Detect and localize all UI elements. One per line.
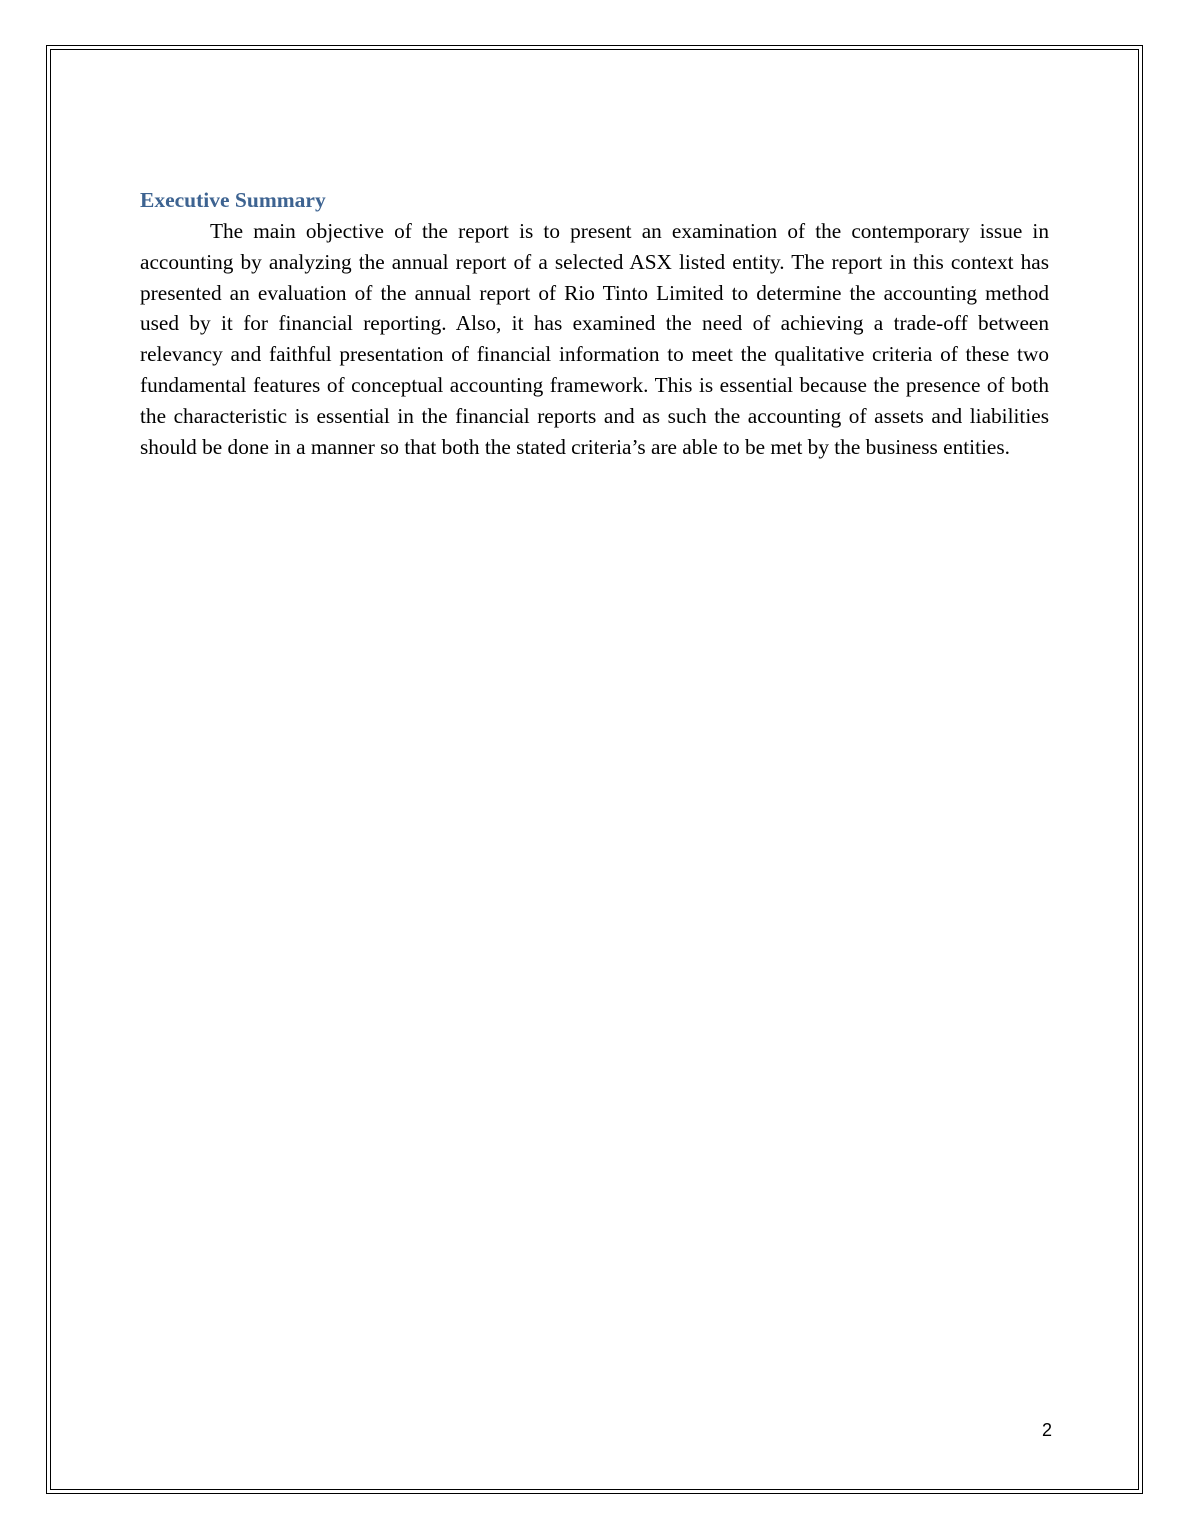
page-content (140, 184, 1049, 462)
section-heading: Executive Summary (140, 188, 326, 212)
body-paragraph: The main objective of the report is to present an examination of the contemporary issue in accounting by analyzing the annual report of a selected ASX listed entity. The report in this context has presented an evaluation of the annual report of Rio Tinto Limited to determine the accounting method used by it for financial reporting. Also, it has examined the need of achieving a trade-off between relevancy and faithful presentation of financial information to meet the qualitative criteria of these two fundamental features of conceptual accounting framework. This is essential because the presence of both the characteristic is essential in the financial reports and as such the accounting of assets and liabilities should be done in a manner so that both the stated criteria’s are able to be met by the business entities. (140, 219, 1049, 459)
page-number: 2 (1041, 1420, 1052, 1440)
